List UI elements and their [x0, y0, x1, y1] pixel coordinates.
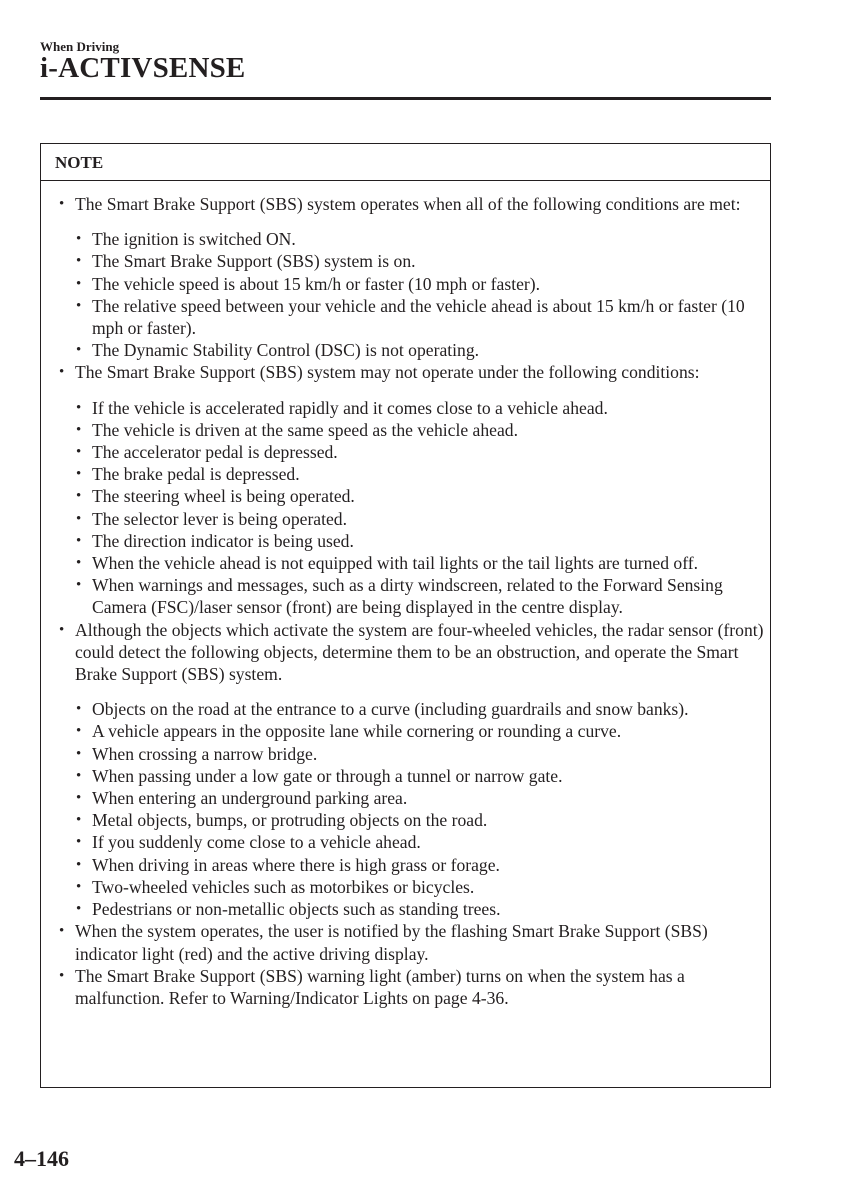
bullet-icon: •	[59, 196, 65, 212]
sub-list-item	[76, 876, 767, 898]
sub-list-item	[76, 765, 767, 787]
bullet-icon: •	[76, 856, 82, 873]
bullet-icon: •	[76, 297, 82, 314]
sub-list-item	[76, 508, 767, 530]
sub-list-item-text: A vehicle appears in the opposite lane while cornering or rounding a curve.	[92, 721, 622, 742]
note-item	[59, 920, 765, 964]
note-heading: NOTE	[41, 144, 770, 181]
sub-list-item	[76, 485, 767, 507]
sub-list-item-text: When warnings and messages, such as a dirty windscreen, related to the Forward Sensing Camera (FSC)/laser sensor (front) are being displayed in the centre display.	[92, 575, 723, 618]
note-box	[40, 143, 771, 1088]
sub-list-item-text: If the vehicle is accelerated rapidly and it comes close to a vehicle ahead.	[92, 397, 608, 418]
bullet-icon: •	[76, 466, 82, 483]
sub-list-item-text: When the vehicle ahead is not equipped with tail lights or the tail lights are turned off.	[92, 553, 699, 574]
sub-list-item	[76, 787, 767, 809]
note-item-text: When the system operates, the user is notified by the flashing Smart Brake Support (SBS) indicator light (red) and the active driving display.	[75, 921, 708, 964]
section-label: When Driving	[40, 39, 120, 54]
sub-list-item-text: Two-wheeled vehicles such as motorbikes or bicycles.	[92, 876, 475, 897]
note-item	[59, 361, 765, 383]
sub-list-item-text: When driving in areas where there is high grass or forage.	[92, 854, 500, 875]
sub-list-item	[76, 463, 767, 485]
sub-list-item-text: Objects on the road at the entrance to a curve (including guardrails and snow banks).	[92, 699, 689, 720]
sub-list-item	[76, 574, 767, 618]
chapter-title: i-ACTIVSENSE	[40, 52, 246, 84]
sub-list-item	[76, 720, 767, 742]
bullet-icon: •	[76, 253, 82, 270]
sub-list-item-text: Pedestrians or non-metallic objects such as standing trees.	[92, 899, 501, 920]
bullet-icon: •	[59, 621, 65, 638]
sub-list-item	[76, 273, 767, 295]
sub-list	[41, 228, 770, 361]
sub-list-item	[76, 250, 767, 272]
sub-list-item	[76, 228, 767, 250]
sub-list-item-text: When passing under a low gate or through a tunnel or narrow gate.	[92, 765, 563, 786]
bullet-icon: •	[76, 812, 82, 829]
sub-list-item-text: If you suddenly come close to a vehicle ahead.	[92, 832, 421, 853]
bullet-icon: •	[76, 532, 82, 549]
note-item-text: Although the objects which activate the system are four-wheeled vehicles, the radar sensor (front) could detect the following objects, determine them to be an obstruction, and operate the Smart Brake Support (SBS) system.	[75, 619, 764, 685]
note-body	[41, 181, 770, 1009]
sub-list-item	[76, 854, 767, 876]
sub-list-item	[76, 809, 767, 831]
bullet-icon: •	[76, 275, 82, 292]
sub-list-item-text: The Dynamic Stability Control (DSC) is not operating.	[92, 340, 480, 361]
bullet-icon: •	[76, 342, 82, 359]
sub-list-item	[76, 743, 767, 765]
bullet-icon: •	[76, 399, 82, 416]
sub-list-item-text: The ignition is switched ON.	[92, 229, 296, 250]
title-rule	[40, 97, 771, 100]
bullet-icon: •	[76, 745, 82, 762]
sub-list-item-text: The steering wheel is being operated.	[92, 486, 355, 507]
bullet-icon: •	[76, 577, 82, 594]
sub-list-item	[76, 397, 767, 419]
bullet-icon: •	[59, 923, 65, 940]
bullet-icon: •	[76, 231, 82, 248]
sub-list-item-text: The vehicle is driven at the same speed as the vehicle ahead.	[92, 419, 518, 440]
sub-list-item	[76, 698, 767, 720]
bullet-icon: •	[59, 967, 65, 984]
bullet-icon: •	[76, 701, 82, 718]
sub-list-item	[76, 339, 767, 361]
sub-list-item	[76, 530, 767, 552]
sub-list	[41, 698, 770, 920]
sub-list-item	[76, 419, 767, 441]
bullet-icon: •	[76, 834, 82, 851]
sub-list-item-text: The accelerator pedal is depressed.	[92, 442, 338, 463]
bullet-icon: •	[76, 555, 82, 572]
sub-list-item	[76, 831, 767, 853]
sub-list-item-text: Metal objects, bumps, or protruding objects on the road.	[92, 810, 488, 831]
bullet-icon: •	[76, 510, 82, 527]
sub-list-item-text: The direction indicator is being used.	[92, 530, 354, 551]
bullet-icon: •	[59, 364, 65, 381]
note-item	[59, 619, 765, 686]
bullet-icon: •	[76, 444, 82, 461]
sub-list-item	[76, 295, 767, 339]
sub-list-item-text: The selector lever is being operated.	[92, 508, 347, 529]
bullet-icon: •	[76, 878, 82, 895]
sub-list-item	[76, 441, 767, 463]
sub-list-item-text: The brake pedal is depressed.	[92, 464, 300, 485]
page-number: 4–146	[14, 1146, 69, 1171]
bullet-icon: •	[76, 723, 82, 740]
note-item-text: The Smart Brake Support (SBS) system operates when all of the following conditions are met:	[75, 194, 741, 214]
note-item-text: The Smart Brake Support (SBS) warning light (amber) turns on when the system has a malfunction. Refer to Warning/Indicator Lights on page 4-36.	[75, 965, 685, 1008]
sub-list-item-text: The Smart Brake Support (SBS) system is on.	[92, 251, 416, 272]
sub-list	[41, 397, 770, 619]
note-item	[59, 193, 765, 215]
sub-list-item-text: The vehicle speed is about 15 km/h or faster (10 mph or faster).	[92, 273, 541, 294]
note-item-text: The Smart Brake Support (SBS) system may not operate under the following conditions:	[75, 362, 700, 383]
sub-list-item-text: When entering an underground parking area.	[92, 788, 408, 809]
note-item	[59, 965, 765, 1009]
bullet-icon: •	[76, 790, 82, 807]
sub-list-item-text: The relative speed between your vehicle and the vehicle ahead is about 15 km/h or faster (10 mph or faster).	[92, 295, 745, 339]
bullet-icon: •	[76, 421, 82, 438]
sub-list-item	[76, 898, 767, 920]
bullet-icon: •	[76, 901, 82, 918]
bullet-icon: •	[76, 488, 82, 505]
sub-list-item	[76, 552, 767, 574]
sub-list-item-text: When crossing a narrow bridge.	[92, 743, 318, 764]
bullet-icon: •	[76, 767, 82, 784]
